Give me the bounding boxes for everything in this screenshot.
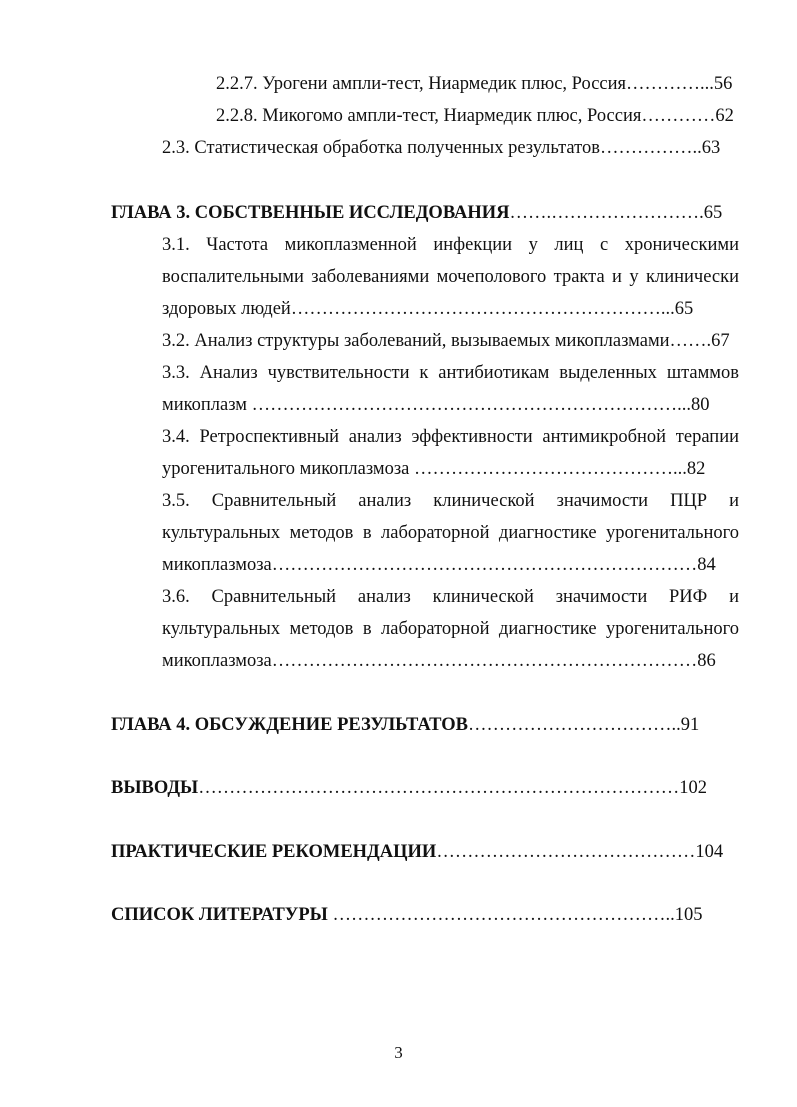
toc-item-3-5-line1: 3.5. Сравнительный анализ клинической значимости ПЦР и <box>162 491 739 511</box>
conclusions-leader: ……………………………………………………………………102 <box>198 778 707 798</box>
toc-item-3-5-line3: микоплазмоза……………………………………………………………84 <box>162 555 716 575</box>
toc-references <box>111 904 702 926</box>
recommendations-leader: ……………………………………104 <box>436 842 724 862</box>
toc-item-3-6-line2: культуральных методов в лабораторной диагностике урогенитального <box>162 619 739 639</box>
toc-chapter-3 <box>111 202 722 224</box>
toc-item-3-5-line2: культуральных методов в лабораторной диагностике урогенитального <box>162 523 739 543</box>
toc-item-3-4-line1: 3.4. Ретроспективный анализ эффективности антимикробной терапии <box>162 427 739 447</box>
toc-item-3-6-line3: микоплазмоза……………………………………………………………86 <box>162 651 716 671</box>
recommendations-title: ПРАКТИЧЕСКИЕ РЕКОМЕНДАЦИИ <box>111 842 437 862</box>
conclusions-title: ВЫВОДЫ <box>111 778 199 798</box>
chapter-3-leader: …….…………………….65 <box>509 203 723 223</box>
toc-item-2-3: 2.3. Статистическая обработка полученных результатов……………..63 <box>162 138 721 158</box>
toc-chapter-4 <box>111 714 699 736</box>
toc-item-3-3-line1: 3.3. Анализ чувствительности к антибиотикам выделенных штаммов <box>162 363 739 383</box>
chapter-4-leader: ……………………………..91 <box>467 715 700 735</box>
toc-item-3-6-line1: 3.6. Сравнительный анализ клинической значимости РИФ и <box>162 587 739 607</box>
toc-conclusions <box>111 777 707 799</box>
page-number: 3 <box>394 1043 403 1062</box>
toc-item-3-4-line2: урогенитального микоплазмоза ……………………………………...82 <box>162 459 706 479</box>
toc-item-3-1-line2: воспалительными заболеваниями мочеполового тракта и у клинически <box>162 267 739 287</box>
toc-item-3-1-line3: здоровых людей……………………………………………………...65 <box>162 299 694 319</box>
toc-item-3-3-line2: микоплазм ……………………………………………………………...80 <box>162 395 710 415</box>
chapter-4-title: ГЛАВА 4. ОБСУЖДЕНИЕ РЕЗУЛЬТАТОВ <box>111 715 468 735</box>
toc-item-3-2: 3.2. Анализ структуры заболеваний, вызываемых микоплазмами…….67 <box>162 331 730 351</box>
chapter-3-title: ГЛАВА 3. СОБСТВЕННЫЕ ИССЛЕДОВАНИЯ <box>111 203 510 223</box>
toc-recommendations <box>111 841 723 863</box>
toc-item-2-2-7: 2.2.7. Урогени ампли-тест, Ниармедик плюс, Россия…………...56 <box>216 74 733 94</box>
references-title: СПИСОК ЛИТЕРАТУРЫ <box>111 905 328 925</box>
toc-item-3-1-line1: 3.1. Частота микоплазменной инфекции у лиц с хроническими <box>162 235 739 255</box>
toc-item-2-2-8: 2.2.8. Микогомо ампли-тест, Ниармедик плюс, Россия…………62 <box>216 106 734 126</box>
references-leader: ………………………………………………..105 <box>327 905 703 925</box>
